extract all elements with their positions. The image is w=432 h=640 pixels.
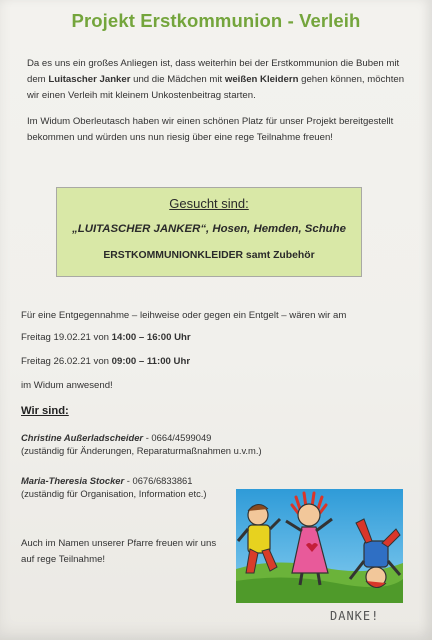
contact-2-line <box>21 474 207 487</box>
wanted-box <box>56 187 362 277</box>
wanted-items-line1: „LUITASCHER JANKER“, Hosen, Hemden, Schuhe <box>72 223 346 235</box>
contact-2-name: Maria-Theresia Stocker <box>21 475 125 486</box>
wanted-heading-text: Gesucht sind: <box>169 196 249 211</box>
widum-paragraph: Im Widum Oberleutasch haben wir einen schönen Platz für unser Projekt bereitgestellt bekommen und würden uns nun riesig über eine rege Teilnahme freuen! <box>27 116 394 143</box>
contact-person-1 <box>21 431 262 457</box>
schedule-time-2: 09:00 – 11:00 Uhr <box>111 356 191 367</box>
wanted-heading <box>57 196 361 211</box>
contact-1-name: Christine Außerladscheider <box>21 432 144 443</box>
team-heading: Wir sind: <box>21 405 69 417</box>
contact-1-phone: - 0664/4599049 <box>143 432 212 443</box>
contact-1-role: (zuständig für Änderungen, Reparaturmaßnahmen u.v.m.) <box>21 445 262 456</box>
contact-2-phone: - 0676/6833861 <box>124 475 193 486</box>
children-illustration <box>236 489 403 603</box>
closing-text: Auch im Namen unserer Pfarre freuen wir uns auf rege Teilnahme! <box>21 538 217 565</box>
intro-text-a: Da es uns ein großes Anliegen ist, dass weiterhin bei der Erstkommunion die Buben mit dem <box>27 58 400 85</box>
schedule-date-2 <box>21 356 190 367</box>
contact-person-2 <box>21 474 207 500</box>
schedule-day-2: Freitag 26.02.21 von <box>21 356 112 367</box>
schedule-outro: im Widum anwesend! <box>21 380 113 391</box>
schedule-day-1: Freitag 19.02.21 von <box>21 332 112 343</box>
intro-paragraph <box>27 56 407 104</box>
contact-2-role: (zuständig für Organisation, Information etc.) <box>21 488 207 499</box>
intro-kleider-bold: weißen Kleidern <box>224 74 299 85</box>
handwritten-thanks: DANKE! <box>330 609 380 623</box>
children-drawing-svg <box>236 489 403 603</box>
intro-janker-bold: Luitascher Janker <box>48 74 131 85</box>
page-title: Projekt Erstkommunion - Verleih <box>71 10 361 31</box>
schedule-intro: Für eine Entgegennahme – leihweise oder gegen ein Entgelt – wären wir am <box>21 310 347 321</box>
intro-text-e: gehen können, möchten wir einen Verleih mit kleinem Unkostenbeitrag starten. <box>27 74 405 101</box>
schedule-time-1: 14:00 – 16:00 Uhr <box>111 332 191 343</box>
contact-1-line <box>21 431 262 444</box>
schedule-date-1 <box>21 332 191 343</box>
wanted-items-line2: ERSTKOMMUNIONKLEIDER samt Zubehör <box>103 250 315 261</box>
intro-text-c: und die Mädchen mit <box>130 74 225 85</box>
